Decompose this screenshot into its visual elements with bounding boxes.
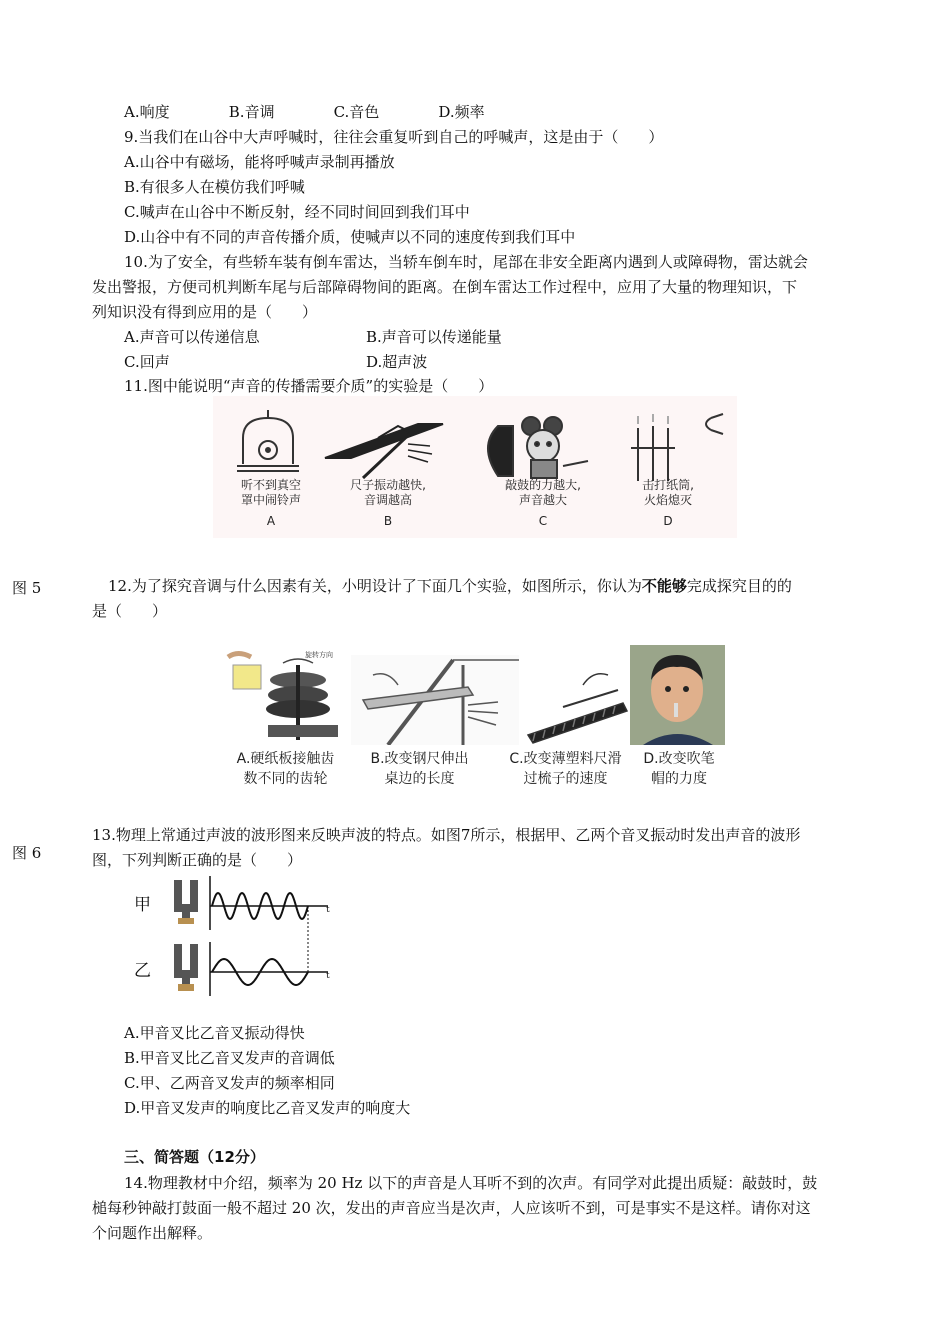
q11-caption-d-line2: 火焰熄灭 — [643, 493, 692, 507]
q11-caption-c-line2: 声音越大 — [518, 493, 567, 507]
q11-caption-a — [221, 478, 321, 529]
q12-line-1-pre: 12.为了探究音调与什么因素有关，小明设计了下面几个实验，如图所示，你认为 — [108, 577, 642, 595]
q9-option-a: A.山谷中有磁场，能将呼喊声录制再播放 — [124, 153, 395, 171]
q12-line-1 — [108, 576, 792, 596]
q13-option-d: D.甲音叉发声的响度比乙音叉发声的响度大 — [124, 1099, 411, 1117]
q12-caption-d-line1: D.改变吹笔 — [643, 751, 715, 767]
q12-caption-a — [223, 749, 348, 789]
comb-icon — [528, 674, 627, 743]
jia-t-label: t — [326, 905, 330, 915]
q8-options — [124, 102, 485, 122]
candles-icon — [631, 414, 723, 481]
q12-caption-b-line1: B.改变钢尺伸出 — [370, 751, 469, 767]
q9-option-d: D.山谷中有不同的声音传播介质，使喊声以不同的速度传到我们耳中 — [124, 228, 576, 246]
q13-line-1: 13.物理上常通过声波的波形图来反映声波的特点。如图7所示，根据甲、乙两个音叉振动时发出声音的波形 — [92, 826, 801, 844]
q11-caption-b-line1: 尺子振动越快, — [350, 478, 426, 492]
q12-illustrations — [223, 645, 725, 745]
q8-option-b: B.音调 — [228, 103, 275, 121]
q12-caption-d-line2: 帽的力度 — [651, 771, 707, 787]
fig6-label: 图 6 — [12, 844, 42, 862]
q12-caption-a-line1: A.硬纸板接触齿 — [236, 751, 335, 767]
q12-caption-d — [633, 749, 725, 789]
ruler-table-icon — [325, 424, 443, 478]
q9-option-b: B.有很多人在模仿我们呼喊 — [124, 178, 305, 196]
q9-option-c: C.喊声在山谷中不断反射，经不同时间回到我们耳中 — [124, 203, 470, 221]
q11-caption-a-line1: 听不到真空 — [240, 478, 301, 492]
q10-line-2: 发出警报，方便司机判断车尾与后部障碍物间的距离。在倒车雷达工作过程中，应用了大量的物理知识，下 — [92, 278, 798, 296]
q10-option-a: A.声音可以传递信息 — [124, 328, 260, 346]
q12-line-2: 是（ ） — [92, 602, 168, 620]
steel-ruler-icon — [351, 655, 519, 745]
q11-caption-a-line2: 罩中闹铃声 — [240, 493, 301, 507]
q10-line-3: 列知识没有得到应用的是（ ） — [92, 303, 318, 321]
q10-option-b: B.声音可以传递能量 — [366, 328, 502, 346]
q14-line-2: 槌每秒钟敲打鼓面一般不超过 20 次，发出的声音应当是次声，人应该听不到，可是事实不是这样。请你对这 — [92, 1199, 811, 1217]
q11-caption-c — [488, 478, 598, 529]
section-3-heading: 三、简答题（12分） — [124, 1148, 265, 1166]
q8-option-d: D.频率 — [438, 103, 485, 121]
tuning-fork-jia-icon — [174, 880, 198, 924]
drum-icon — [488, 417, 588, 478]
q14-line-3: 个问题作出解释。 — [92, 1224, 213, 1242]
q11-stem: 11.图中能说明“声音的传播需要介质”的实验是（ ） — [124, 377, 494, 395]
yi-t-label: t — [326, 971, 330, 981]
q11-letter-c: C — [538, 514, 548, 528]
q14-line-1: 14.物理教材中介绍，频率为 20 Hz 以下的声音是人耳听不到的次声。有同学对此提出质疑：敲鼓时，鼓 — [124, 1174, 818, 1192]
q11-figure — [213, 396, 737, 538]
q13-line-2: 图，下列判断正确的是（ ） — [92, 851, 303, 869]
q8-option-c: C.音色 — [333, 103, 380, 121]
q13-option-a: A.甲音叉比乙音叉振动得快 — [124, 1024, 305, 1042]
gears-icon — [228, 654, 338, 741]
q12-figure — [223, 645, 725, 795]
q13-figure — [130, 872, 345, 998]
q12-caption-c — [498, 749, 633, 789]
q8-option-a: A.响度 — [124, 103, 170, 121]
q11-caption-d-line1: 击打纸筒, — [642, 478, 694, 492]
q13-waveforms — [130, 872, 345, 998]
q10-line-1: 10.为了安全，有些轿车装有倒车雷达，当轿车倒车时，尾部在非安全距离内遇到人或障碍物，雷达就会 — [124, 253, 808, 271]
q12-caption-a-line2: 数不同的齿轮 — [243, 771, 328, 787]
q11-letter-a: A — [266, 514, 276, 528]
q10-option-d: D.超声波 — [366, 353, 428, 371]
jia-label: 甲 — [134, 895, 151, 915]
tuning-fork-yi-icon — [174, 944, 198, 991]
q12-caption-b — [357, 749, 482, 789]
yi-label: 乙 — [134, 961, 151, 981]
q11-letter-b: B — [383, 514, 393, 528]
q11-caption-d — [618, 478, 718, 529]
q12-line-1-post: 完成探究目的的 — [686, 577, 792, 595]
q9-stem: 9.当我们在山谷中大声呼喊时，往往会重复听到自己的呼喊声，这是由于（ ） — [124, 128, 664, 146]
q11-caption-b-line2: 音调越高 — [363, 493, 412, 507]
q13-option-c: C.甲、乙两音叉发声的频率相同 — [124, 1074, 335, 1092]
boy-photo-icon — [630, 645, 725, 745]
q13-option-b: B.甲音叉比乙音叉发声的音调低 — [124, 1049, 335, 1067]
q10-option-c: C.回声 — [124, 353, 170, 371]
rotate-direction-label: 旋转方向 — [305, 651, 333, 659]
q12-line-1-bold: 不能够 — [641, 577, 687, 595]
q12-caption-c-line1: C.改变薄塑料尺滑 — [509, 751, 622, 767]
q12-caption-c-line2: 过梳子的速度 — [523, 771, 608, 787]
q11-letter-d: D — [663, 514, 673, 528]
fig5-label: 图 5 — [12, 579, 42, 597]
q11-caption-b — [333, 478, 443, 529]
q12-caption-b-line2: 桌边的长度 — [384, 771, 455, 787]
q11-caption-c-line1: 敲鼓的力越大, — [505, 478, 581, 492]
bell-jar-icon — [237, 410, 299, 471]
